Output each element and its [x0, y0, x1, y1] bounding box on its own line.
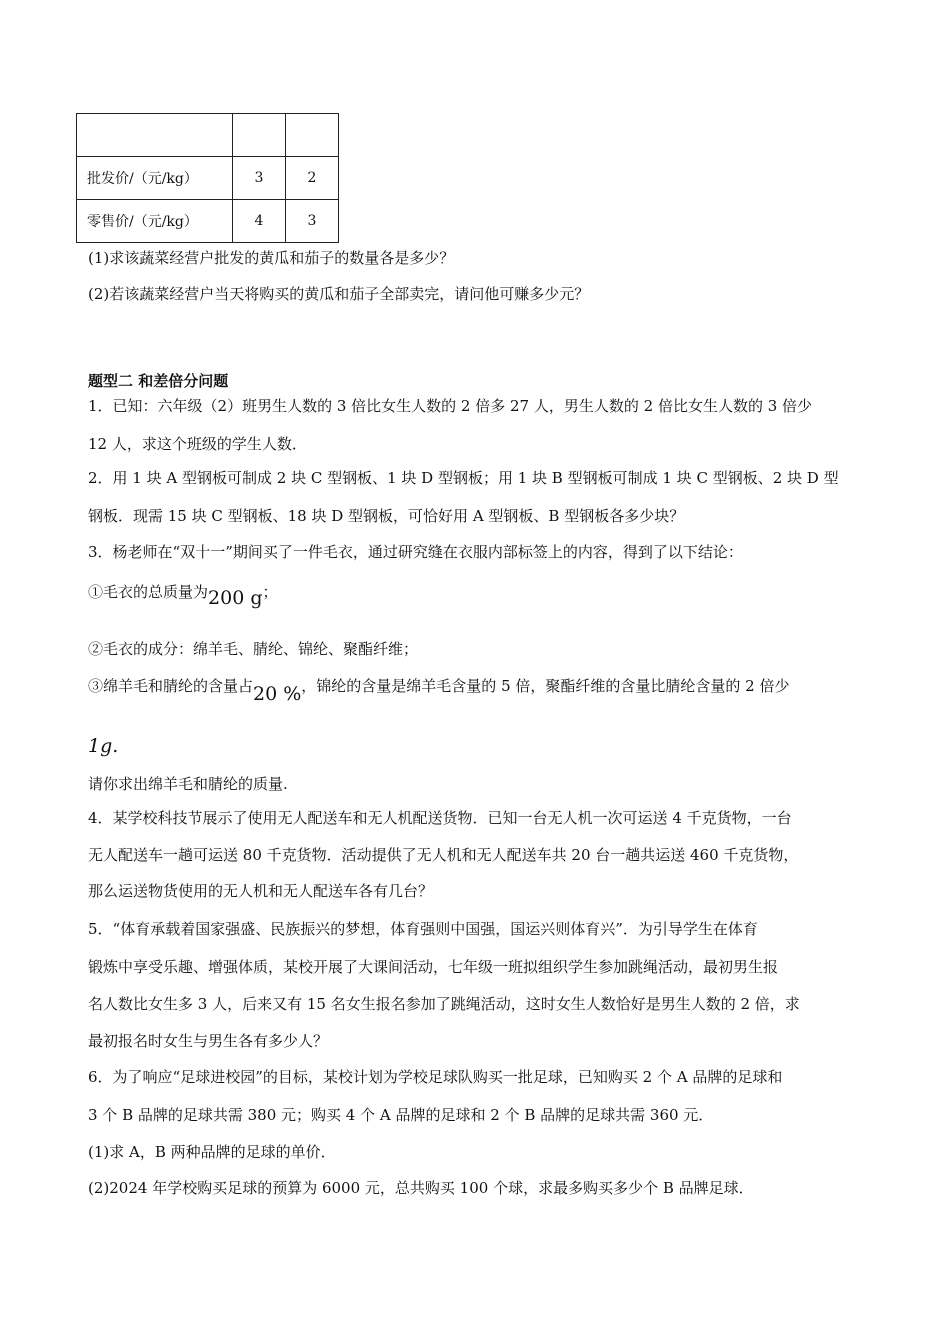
- question-line: 6．为了响应“足球进校园”的目标，某校计划为学校足球队购买一批足球，已知购买 2 个 A 品牌的足球和: [88, 1068, 783, 1086]
- table-row: [77, 200, 339, 243]
- list-item: [88, 674, 790, 705]
- section-title: 题型二 和差倍分问题: [88, 372, 229, 390]
- math-value: 1g.: [88, 735, 119, 757]
- item-text: ；: [262, 583, 278, 601]
- question-part: (1)求该蔬菜经营户批发的黄瓜和茄子的数量各是多少？: [88, 249, 455, 267]
- table-header-row: [77, 114, 339, 157]
- question-line: 最初报名时女生与男生各有多少人？: [88, 1032, 329, 1050]
- question-line: 2．用 1 块 A 型钢板可制成 2 块 C 型钢板、1 块 D 型钢板；用 1 块 B 型钢板可制成 1 块 C 型钢板、2 块 D 型: [88, 469, 839, 487]
- table-cell: [286, 114, 339, 157]
- list-item: [88, 580, 278, 609]
- table-cell: 2: [286, 157, 339, 200]
- item-text: ，锦纶的含量是绵羊毛含量的 5 倍，聚酯纤维的含量比腈纶含量的 2 倍少: [301, 677, 790, 695]
- item-text: ①毛衣的总质量为: [88, 583, 209, 601]
- table-cell: [77, 114, 233, 157]
- table-cell: 3: [233, 157, 286, 200]
- question-line: 3．杨老师在“双十一”期间买了一件毛衣，通过研究缝在衣服内部标签上的内容，得到了以下结论：: [88, 543, 743, 561]
- question-line: 无人配送车一趟可运送 80 千克货物．活动提供了无人机和无人配送车共 20 台一趟共运送 460 千克货物，: [88, 846, 799, 864]
- item-text: ③绵羊毛和腈纶的含量占: [88, 677, 254, 695]
- table-cell: 3: [286, 200, 339, 243]
- math-value: 200 g: [208, 587, 263, 609]
- question-part: (1)求 A，B 两种品牌的足球的单价．: [88, 1143, 336, 1161]
- question-line: 3 个 B 品牌的足球共需 380 元；购买 4 个 A 品牌的足球和 2 个 B 品牌的足球共需 360 元．: [88, 1106, 714, 1124]
- question-line: 12 人，求这个班级的学生人数．: [88, 435, 307, 453]
- math-value: 20 %: [253, 683, 302, 705]
- table-cell: [233, 114, 286, 157]
- table-row-label: 零售价/（元/kg）: [77, 200, 233, 243]
- table-row-label: 批发价/（元/kg）: [77, 157, 233, 200]
- question-line: 1．已知：六年级（2）班男生人数的 3 倍比女生人数的 2 倍多 27 人，男生人数的 2 倍比女生人数的 3 倍少: [88, 397, 813, 415]
- question-line: 名人数比女生多 3 人，后来又有 15 名女生报名参加了跳绳活动，这时女生人数恰好是男生人数的 2 倍，求: [88, 995, 800, 1013]
- list-item: ②毛衣的成分：绵羊毛、腈纶、锦纶、聚酯纤维；: [88, 640, 419, 658]
- question-line: 4．某学校科技节展示了使用无人配送车和无人机配送货物．已知一台无人机一次可运送 4 千克货物，一台: [88, 809, 792, 827]
- table-row: [77, 157, 339, 200]
- question-line: 那么运送物货使用的无人机和无人配送车各有几台？: [88, 882, 434, 900]
- question-part: (2)2024 年学校购买足球的预算为 6000 元，总共购买 100 个球，求最多购买多少个 B 品牌足球．: [88, 1179, 754, 1197]
- question-line: 钢板．现需 15 块 C 型钢板、18 块 D 型钢板，可恰好用 A 型钢板、B 型钢板各多少块？: [88, 507, 685, 525]
- table-cell: 4: [233, 200, 286, 243]
- price-table: [76, 113, 339, 243]
- question-line: 锻炼中享受乐趣、增强体质，某校开展了大课间活动，七年级一班拟组织学生参加跳绳活动，最初男生报: [88, 958, 779, 976]
- question-line: 请你求出绵羊毛和腈纶的质量.: [88, 775, 288, 793]
- question-part: (2)若该蔬菜经营户当天将购买的黄瓜和茄子全部卖完，请问他可赚多少元？: [88, 285, 590, 303]
- question-line: 5．“体育承载着国家强盛、民族振兴的梦想，体育强则中国强，国运兴则体育兴”．为引导学生在体育: [88, 920, 758, 938]
